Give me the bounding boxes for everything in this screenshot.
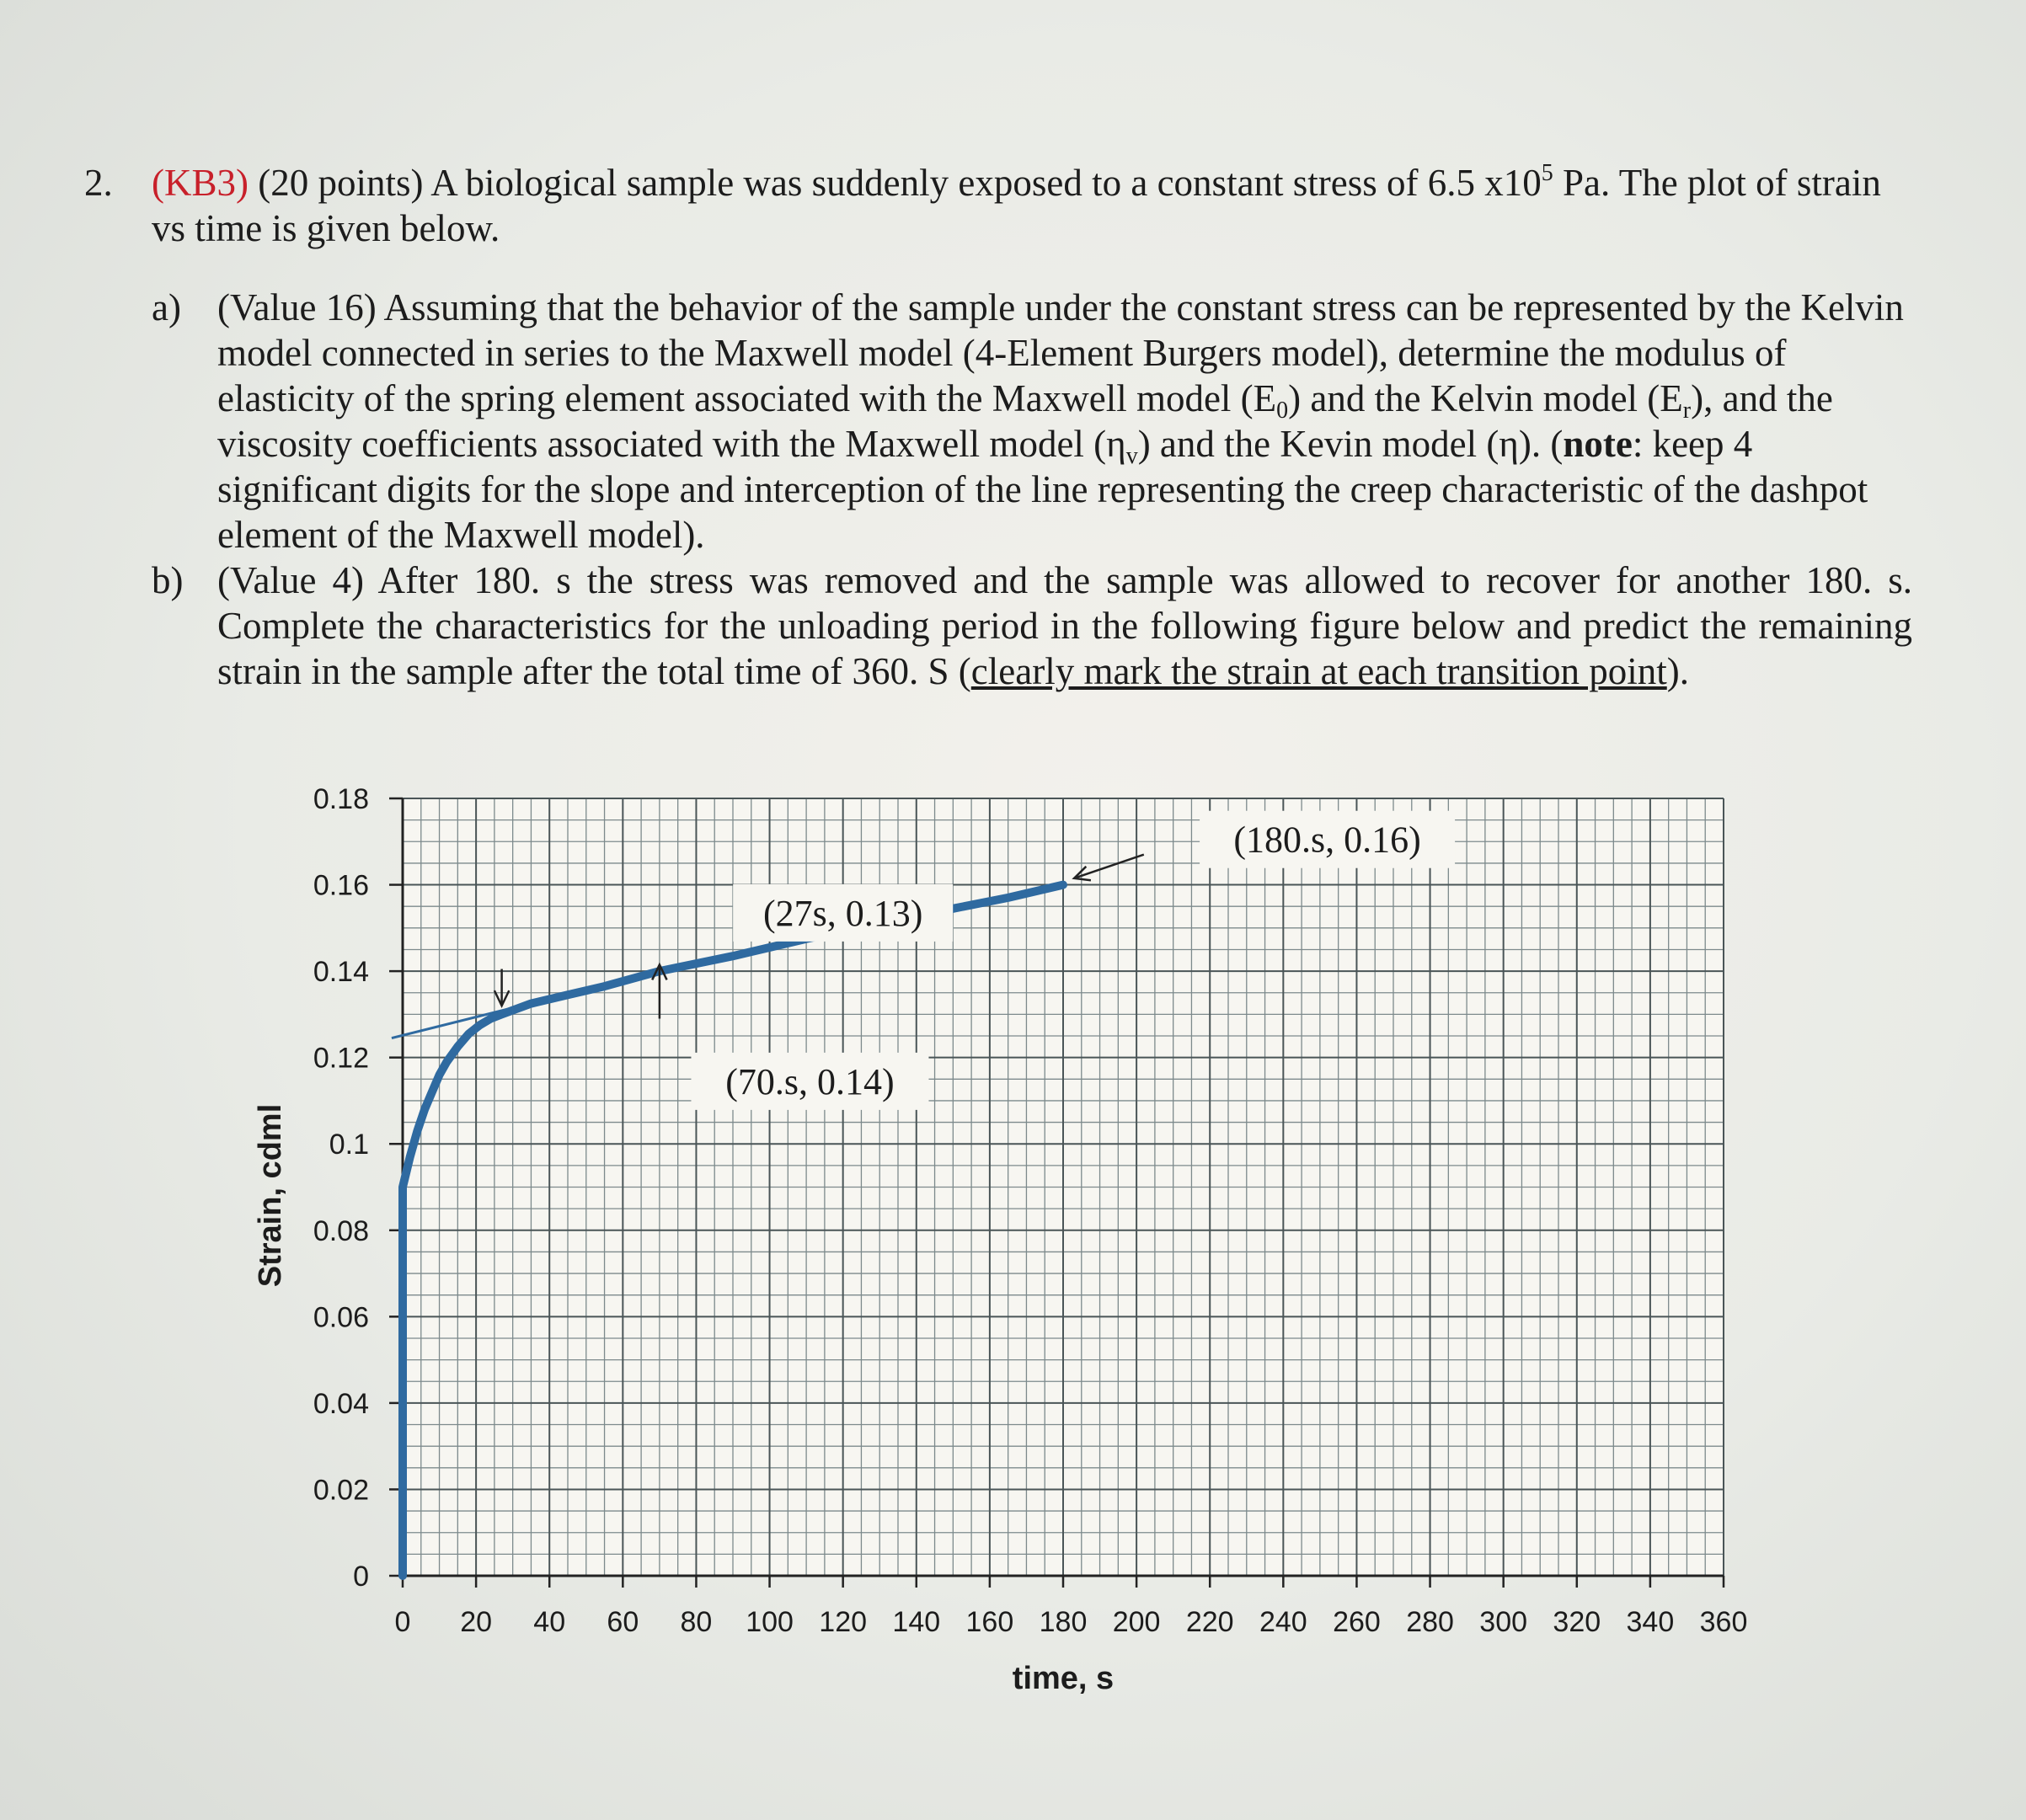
- x-tick-label: 20: [460, 1606, 493, 1638]
- part-a-text-1: (Value 16) Assuming that the behavior of the sample under the constant stress can be represented by the Kelvin model connected in series to the Maxwell model (4-Element Burgers model), determine the modulus of elasticity of the spring element associated with the Maxwell model (E: [217, 286, 1904, 419]
- y-tick-label: 0.12: [313, 1042, 369, 1075]
- stress-exponent: 5: [1541, 160, 1553, 186]
- part-a-text-5: : keep 4 significant digits for the slope and interception of the line representing the creep characteristic of the dashpot element of the Maxwell model).: [217, 423, 1868, 556]
- x-tick-label: 80: [680, 1606, 713, 1638]
- part-b-label: b): [152, 559, 184, 601]
- x-tick-label: 320: [1553, 1606, 1601, 1638]
- y-tick-label: 0: [353, 1561, 369, 1593]
- annotation-label: (27s, 0.13): [762, 892, 923, 934]
- y-tick-label: 0.16: [313, 869, 369, 902]
- problem-intro-a: (20 points) A biological sample was suddenly exposed to a constant stress of 6.5 x10: [248, 162, 1542, 204]
- annotation-label: (180.s, 0.16): [1233, 819, 1421, 861]
- part-a-sub-v: v: [1125, 443, 1138, 469]
- problem-tag: (KB3): [152, 162, 249, 204]
- part-a-text-4: ) and the Kevin model (η). (: [1137, 423, 1564, 465]
- y-tick-label: 0.04: [313, 1387, 369, 1420]
- problem-number: 2.: [84, 162, 113, 204]
- y-tick-labels: [313, 783, 369, 1593]
- x-tick-label: 120: [819, 1606, 868, 1638]
- x-tick-label: 340: [1626, 1606, 1675, 1638]
- part-b-text-2: ).: [1666, 650, 1689, 692]
- x-tick-label: 100: [746, 1606, 794, 1638]
- x-tick-label: 40: [533, 1606, 566, 1638]
- y-tick-label: 0.14: [313, 956, 369, 989]
- part-a-note: note: [1563, 423, 1633, 465]
- part-a-text-3: ), and the viscosity coefficients associated with the Maxwell model (η: [217, 377, 1833, 465]
- part-a-sub-0: 0: [1276, 398, 1289, 424]
- x-tick-labels: [395, 1606, 1748, 1638]
- part-b-underlined: clearly mark the strain at each transition point: [970, 650, 1667, 692]
- x-tick-label: 180: [1039, 1606, 1088, 1638]
- x-tick-label: 240: [1259, 1606, 1307, 1638]
- x-tick-label: 360: [1699, 1606, 1748, 1638]
- x-tick-label: 200: [1112, 1606, 1161, 1638]
- y-tick-label: 0.06: [313, 1301, 369, 1334]
- y-tick-label: 0.02: [313, 1474, 369, 1507]
- x-tick-label: 300: [1479, 1606, 1528, 1638]
- x-axis-label: time, s: [1012, 1661, 1115, 1696]
- x-tick-label: 140: [892, 1606, 941, 1638]
- x-tick-label: 220: [1185, 1606, 1234, 1638]
- y-axis-label: Strain, cdml: [253, 1103, 288, 1288]
- x-tick-label: 280: [1406, 1606, 1454, 1638]
- x-tick-label: 0: [394, 1606, 411, 1638]
- y-tick-label: 0.18: [313, 783, 369, 815]
- x-tick-label: 60: [607, 1606, 639, 1638]
- annotation-label: (70.s, 0.14): [725, 1060, 895, 1102]
- y-tick-label: 0.08: [313, 1214, 369, 1247]
- part-a-text-2: ) and the Kelvin model (E: [1288, 377, 1683, 419]
- problem-intro-b: Pa. The plot of strain vs time is given below.: [152, 162, 1881, 249]
- x-tick-label: 260: [1333, 1606, 1381, 1638]
- y-tick-label: 0.1: [329, 1129, 369, 1161]
- part-a-sub-r: r: [1682, 398, 1692, 424]
- x-tick-label: 160: [965, 1606, 1014, 1638]
- part-a-label: a): [152, 286, 181, 328]
- part-b-text-1: (Value 4) After 180. s the stress was removed and the sample was allowed to recover for another 180. s. Complete the characteristics for the unloading period in the following figure below and predict the remaining strain in the sample after the total time of 360. S (: [217, 559, 1912, 692]
